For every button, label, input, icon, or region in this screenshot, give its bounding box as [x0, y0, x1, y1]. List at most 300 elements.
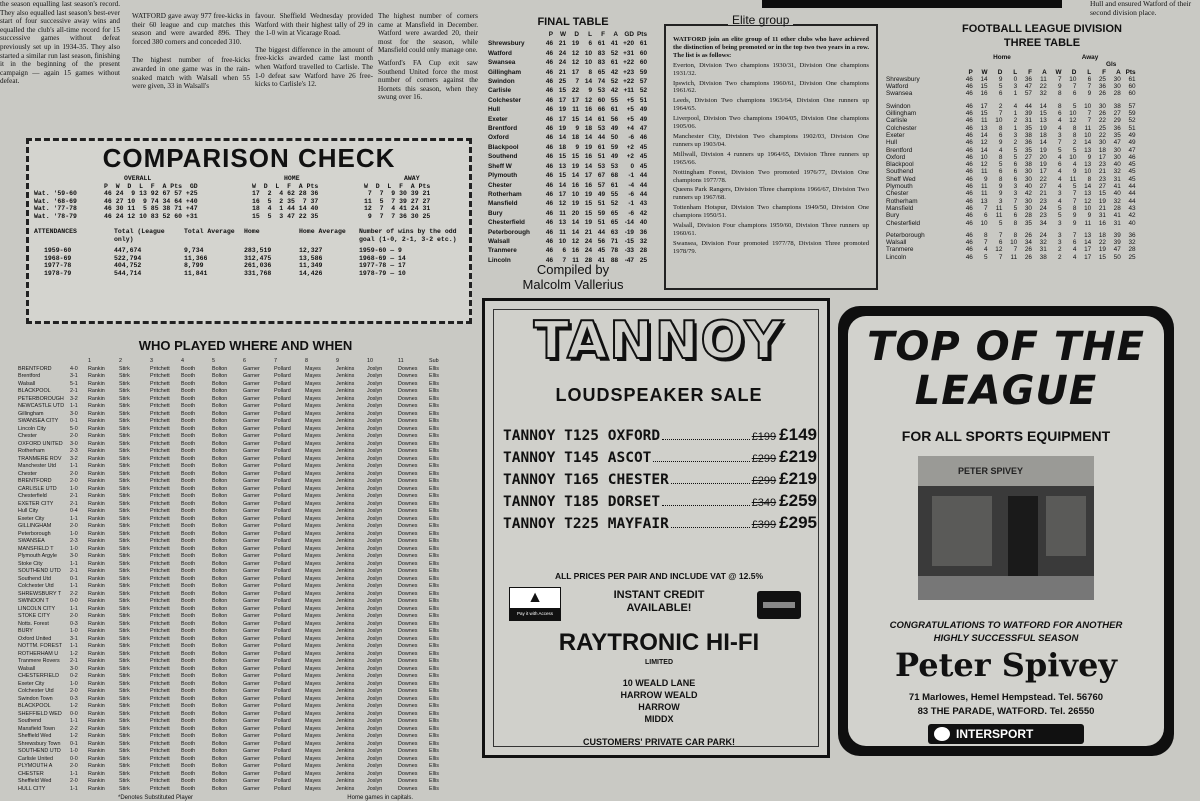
player-name: Ellis	[429, 403, 439, 409]
opponent: CARLISLE UTD	[18, 485, 57, 492]
table-cell: 24	[1039, 204, 1047, 212]
team-name: Gillingham	[886, 110, 917, 118]
team-name: Hull	[488, 106, 501, 114]
elite-entry: Nottingham Forest, Division Two promoted 1976/77, Division One champions 1977/78.	[673, 168, 869, 184]
player-name: Pritchett	[150, 388, 170, 394]
table-cell: 17	[980, 102, 988, 110]
table-cell: 22	[571, 87, 579, 95]
player-name: Booth	[181, 440, 196, 447]
score: 1-1	[70, 515, 78, 522]
att-average: 11,366	[184, 254, 208, 262]
table-cell: 35	[1024, 146, 1032, 154]
player-name: Booth	[181, 650, 196, 657]
score: 2-3	[70, 448, 78, 454]
player-name: Pollard	[274, 448, 291, 454]
player-name: Garner	[243, 673, 260, 679]
elite-entry: Ipswich, Division Two champions 1960/61, Division One champions 1961/62.	[673, 79, 869, 95]
player-name: Jenkins	[336, 568, 355, 574]
player-name: Joslyn	[367, 553, 383, 559]
table-cell: 9	[1087, 153, 1092, 161]
table-cell: 31	[1113, 219, 1121, 227]
player-name: Pollard	[274, 680, 291, 687]
player-name: Stirk	[119, 568, 130, 574]
player-name: Mayes	[305, 448, 321, 454]
player-name: Jenkins	[336, 448, 355, 454]
player-name: Rankin	[88, 658, 105, 664]
att-odd-goal: 1978-79 — 10	[359, 269, 406, 277]
opponent: BURY	[18, 628, 33, 634]
opponent: Southend Utd	[18, 575, 51, 582]
player-name: Pritchett	[150, 373, 170, 379]
score: 0-1	[70, 418, 78, 424]
player-name: Ellis	[429, 748, 439, 754]
table-cell: 15	[1098, 253, 1106, 261]
raytronic-limited: LIMITED	[645, 659, 673, 666]
player-name: Joslyn	[367, 485, 383, 492]
player-name: Stirk	[119, 515, 130, 522]
table-cell: 27	[1024, 153, 1032, 161]
team-name: Mansfield	[886, 204, 914, 212]
table-row	[488, 181, 658, 190]
opponent: GILLINGHAM	[18, 523, 52, 529]
player-name: Joslyn	[367, 418, 383, 424]
leader-dots	[653, 452, 749, 462]
player-name: Pritchett	[150, 628, 170, 634]
player-name: Joslyn	[367, 440, 383, 447]
player-name: Booth	[181, 545, 196, 552]
table-cell: 14	[980, 131, 988, 139]
table-cell: 0	[1013, 75, 1018, 83]
player-name: Mayes	[305, 590, 321, 597]
column-header: P	[968, 68, 973, 76]
table-cell: 6	[998, 90, 1003, 98]
table-cell: 32	[1039, 239, 1047, 247]
table-row	[886, 161, 1198, 168]
player-name: Booth	[181, 485, 196, 492]
player-name: Pollard	[274, 493, 291, 499]
table-cell: 30	[1098, 139, 1106, 147]
player-name: Mayes	[305, 680, 321, 687]
fixture-row	[18, 381, 473, 389]
player-name: Mayes	[305, 778, 321, 784]
table-cell: 5	[998, 219, 1003, 227]
player-name: Joslyn	[367, 665, 383, 672]
table-row	[488, 115, 658, 124]
player-name: Joslyn	[367, 448, 383, 454]
table-cell: 46	[545, 125, 553, 133]
player-name: Mayes	[305, 650, 321, 657]
opponent: Colchester Utd	[18, 583, 54, 589]
table-cell: 22	[1039, 83, 1047, 91]
player-name: Jenkins	[336, 380, 355, 387]
player-name: Bolton	[212, 523, 228, 529]
player-name: Mayes	[305, 785, 321, 792]
player-name: Jenkins	[336, 433, 355, 439]
player-name: Downes	[398, 425, 418, 432]
player-name: Mayes	[305, 673, 321, 679]
table-cell: 49	[1128, 131, 1136, 139]
player-name: Jenkins	[336, 418, 355, 424]
team-name: Tranmere	[488, 247, 517, 255]
player-name: Downes	[398, 755, 418, 762]
player-name: Bolton	[212, 493, 228, 499]
table-cell: 16	[980, 90, 988, 98]
player-name: Downes	[398, 523, 418, 529]
player-name: Garner	[243, 403, 260, 409]
table-cell: 46	[545, 162, 553, 170]
player-name: Downes	[398, 560, 418, 567]
player-name: Garner	[243, 620, 260, 627]
new-price: £219	[779, 447, 817, 466]
table-cell: 2	[1013, 117, 1018, 125]
table-cell: 67	[597, 172, 605, 180]
player-name: Pritchett	[150, 590, 170, 597]
player-name: Pollard	[274, 620, 291, 627]
table-cell: 46	[545, 228, 553, 236]
table-cell: 34	[1039, 219, 1047, 227]
fixture-row	[18, 591, 473, 599]
fixture-row	[18, 531, 473, 539]
table-cell: 46	[965, 197, 973, 205]
table-row	[488, 246, 658, 255]
player-name: Bolton	[212, 710, 228, 717]
player-name: Joslyn	[367, 778, 383, 784]
table-cell: 46	[545, 256, 553, 264]
table-cell: 61	[1128, 75, 1136, 83]
table-row	[886, 220, 1198, 227]
player-name: Joslyn	[367, 770, 383, 777]
table-row	[886, 239, 1198, 246]
player-name: Garner	[243, 395, 260, 402]
table-cell: 23	[1098, 161, 1106, 169]
player-name: Ellis	[429, 733, 439, 739]
table-cell: 16	[584, 153, 592, 161]
table-cell: 43	[1128, 204, 1136, 212]
overall-header: P W D L F A Pts GD	[104, 182, 198, 190]
table-cell: 30	[1024, 204, 1032, 212]
table-row	[886, 232, 1198, 239]
attendance-row	[34, 255, 464, 263]
score: 2-1	[70, 388, 78, 394]
table-cell: 41	[597, 256, 605, 264]
player-name: Pollard	[274, 373, 291, 379]
player-name: Ellis	[429, 620, 439, 627]
player-name: Rankin	[88, 725, 105, 732]
player-name: Booth	[181, 598, 196, 604]
player-name: Downes	[398, 710, 418, 717]
player-name: Stirk	[119, 620, 130, 627]
team-name: Swindon	[488, 78, 515, 86]
fixture-row	[18, 628, 473, 636]
player-name: Garner	[243, 440, 260, 447]
player-name: Bolton	[212, 733, 228, 739]
player-name: Pollard	[274, 485, 291, 492]
opponent: SWINDON T	[18, 598, 49, 604]
player-name: Rankin	[88, 478, 105, 484]
player-name: Bolton	[212, 470, 228, 477]
table-row	[488, 152, 658, 161]
player-name: Stirk	[119, 403, 130, 409]
table-cell: 8	[1072, 204, 1077, 212]
player-name: Rankin	[88, 635, 105, 642]
table-cell: 7	[998, 110, 1003, 118]
column-header: 2	[119, 358, 122, 364]
team-name: Peterborough	[488, 228, 530, 236]
table-cell: 4	[1013, 102, 1018, 110]
player-name: Stirk	[119, 665, 130, 672]
table-cell: 19	[1039, 124, 1047, 132]
player-name: Stirk	[119, 605, 130, 612]
raytronic-address	[485, 677, 833, 725]
table-cell: 6	[1087, 75, 1092, 83]
player-name: Joslyn	[367, 680, 383, 687]
player-name: Jenkins	[336, 733, 355, 739]
player-name: Mayes	[305, 733, 321, 739]
table-cell: 11	[980, 168, 988, 176]
table-cell: 10	[1069, 75, 1077, 83]
table-cell: 30	[1098, 102, 1106, 110]
score: 1-2	[70, 733, 78, 739]
table-cell: 9	[1072, 168, 1077, 176]
table-cell: 61	[610, 181, 618, 189]
att-odd-goal: 1959-60 — 9	[359, 247, 402, 254]
table-cell: 12	[980, 161, 988, 169]
player-name: Jenkins	[336, 470, 355, 477]
price-row	[503, 513, 817, 535]
table-cell: 19	[584, 190, 592, 198]
car-park-note: CUSTOMERS' PRIVATE CAR PARK!	[583, 737, 735, 747]
table-cell: 45	[639, 143, 647, 151]
player-name: Rankin	[88, 785, 105, 792]
table-cell: +2	[626, 153, 634, 161]
table-cell: 60	[1128, 90, 1136, 98]
table-cell: 46	[545, 247, 553, 255]
table-cell: 59	[597, 209, 605, 217]
opponent: Walsall	[18, 380, 36, 387]
fixture-row	[18, 636, 473, 644]
table-cell: 19	[558, 106, 566, 114]
table-cell: 46	[965, 124, 973, 132]
player-name: Bolton	[212, 463, 228, 469]
player-name: Downes	[398, 530, 418, 537]
player-name: Garner	[243, 500, 260, 507]
score: 2-0	[70, 778, 78, 784]
vat-note: ALL PRICES PER PAIR AND INCLUDE VAT @ 12.5%	[554, 571, 764, 581]
player-name: Rankin	[88, 493, 105, 499]
fixture-row	[18, 501, 473, 509]
player-name: Garner	[243, 463, 260, 469]
table-cell: 10	[1084, 168, 1092, 176]
fixture-row	[18, 606, 473, 614]
player-name: Bolton	[212, 680, 228, 687]
score: 1-0	[70, 628, 78, 634]
table-cell: 44	[597, 134, 605, 142]
player-name: Ellis	[429, 538, 439, 544]
player-name: Booth	[181, 695, 196, 702]
player-name: Pollard	[274, 538, 291, 544]
team-name: Blackpool	[488, 143, 519, 151]
player-name: Ellis	[429, 740, 439, 747]
table-cell: 7	[1072, 83, 1077, 91]
table-cell: 8	[1072, 124, 1077, 132]
player-name: Pollard	[274, 763, 291, 769]
table-cell: 30	[1024, 175, 1032, 183]
table-cell: 14	[1084, 139, 1092, 147]
player-name: Mayes	[305, 515, 321, 522]
player-name: Ellis	[429, 463, 439, 469]
table-cell: 9	[998, 190, 1003, 198]
table-cell: 40	[1113, 161, 1121, 169]
table-cell: +22	[623, 59, 634, 67]
opponent: Sheffield Wed	[18, 778, 52, 784]
player-name: Pritchett	[150, 463, 170, 469]
score: 1-0	[70, 748, 78, 754]
team-name: Gillingham	[488, 68, 522, 76]
player-name: Bolton	[212, 388, 228, 394]
player-name: Stirk	[119, 575, 130, 582]
att-home-average: 13,586	[299, 254, 323, 262]
att-average: 8,799	[184, 262, 204, 269]
player-name: Booth	[181, 500, 196, 507]
fixture-row	[18, 786, 473, 794]
table-cell: 26	[1024, 253, 1032, 261]
score: 0-1	[70, 740, 78, 747]
player-name: Bolton	[212, 613, 228, 619]
address-line: MIDDX	[644, 714, 674, 724]
att-total: 544,714	[114, 269, 142, 277]
table-cell: 42	[639, 209, 647, 217]
player-name: Booth	[181, 448, 196, 454]
player-name: Bolton	[212, 440, 228, 447]
player-name: Rankin	[88, 770, 105, 777]
table-cell: 19	[1039, 146, 1047, 154]
column-header: D	[997, 68, 1003, 76]
player-name: Downes	[398, 388, 418, 394]
fixture-row	[18, 658, 473, 666]
table-cell: 18	[1039, 131, 1047, 139]
player-name: Jenkins	[336, 725, 355, 732]
table-cell: -14	[624, 219, 634, 227]
table-cell: 16	[584, 181, 592, 189]
overall-label: OVERALL	[124, 175, 152, 182]
old-price: £399	[751, 519, 777, 531]
player-name: Downes	[398, 568, 418, 574]
player-name: Pritchett	[150, 560, 170, 567]
player-name: Ellis	[429, 665, 439, 672]
table-cell: 35	[1024, 124, 1032, 132]
player-name: Ellis	[429, 605, 439, 612]
player-name: Garner	[243, 643, 260, 649]
table-cell: 25	[1098, 75, 1106, 83]
player-name: Downes	[398, 770, 418, 777]
score: 1-0	[70, 680, 78, 687]
player-name: Mayes	[305, 403, 321, 409]
player-name: Rankin	[88, 410, 105, 417]
table-cell: 15	[584, 209, 592, 217]
player-name: Pritchett	[150, 740, 170, 747]
article-left-column	[0, 0, 120, 118]
table-cell: 46	[545, 209, 553, 217]
player-name: Downes	[398, 680, 418, 687]
player-name: Booth	[181, 388, 196, 394]
fixture-row	[18, 583, 473, 591]
score: 0-3	[70, 695, 78, 702]
opponent: PETERBOROUGH	[18, 395, 64, 402]
table-cell: 5	[1013, 146, 1018, 154]
score: 3-0	[70, 553, 78, 559]
away-label: AWAY	[404, 175, 420, 182]
player-name: Bolton	[212, 620, 228, 627]
elite-entry: Manchester City, Division Two champions 1902/03, Division One runners up 1903/04.	[673, 132, 869, 148]
opponent: Colchester Utd	[18, 688, 54, 694]
player-name: Downes	[398, 695, 418, 702]
table-cell: 18	[558, 143, 566, 151]
table-cell: 10	[1069, 110, 1077, 118]
table-cell: 22	[1039, 175, 1047, 183]
player-name: Ellis	[429, 500, 439, 507]
fixture-row	[18, 546, 473, 554]
opponent: TRANMERE ROV	[18, 455, 62, 462]
elite-entry: Tottenham Hotspur, Division Two champions 1949/50, Division One champions 1950/51.	[673, 204, 869, 220]
player-name: Mayes	[305, 748, 321, 754]
intersport-emblem-icon	[934, 727, 950, 741]
player-name: Ellis	[429, 470, 439, 477]
table-cell: 46	[545, 59, 553, 67]
table-cell: 14	[584, 134, 592, 142]
player-name: Pritchett	[150, 605, 170, 612]
column-header: Sub	[429, 358, 439, 364]
player-name: Booth	[181, 470, 196, 477]
comparison-row	[34, 198, 464, 206]
table-cell: 4	[984, 246, 988, 254]
player-name: Bolton	[212, 485, 228, 492]
table-cell: -6	[628, 190, 634, 198]
player-name: Stirk	[119, 500, 130, 507]
team-name: Sheff W	[488, 162, 512, 170]
top-right-text: Hull and ensured Watford of their second division place.	[1090, 0, 1192, 17]
player-name: Downes	[398, 605, 418, 612]
player-name: Garner	[243, 568, 260, 574]
table-cell: 60	[639, 49, 647, 57]
comparison-row	[34, 190, 464, 198]
player-name: Pritchett	[150, 538, 170, 544]
player-name: Downes	[398, 455, 418, 462]
table-cell: 9	[1087, 90, 1092, 98]
player-name: Bolton	[212, 598, 228, 604]
player-name: Stirk	[119, 718, 130, 724]
table-row	[488, 49, 658, 58]
article-column-2	[132, 12, 250, 95]
player-name: Ellis	[429, 440, 439, 447]
team-name: Oxford	[886, 153, 906, 161]
player-name: Mayes	[305, 658, 321, 664]
overall-stats: 46 24 9 13 92 67 57 +25	[104, 190, 198, 197]
player-name: Jenkins	[336, 748, 355, 754]
player-name: Joslyn	[367, 583, 383, 589]
player-name: Rankin	[88, 695, 105, 702]
table-cell: 23	[1039, 212, 1047, 220]
player-name: Rankin	[88, 778, 105, 784]
score: 2-1	[70, 500, 78, 507]
table-cell: 27	[1113, 110, 1121, 118]
player-name: Joslyn	[367, 365, 383, 372]
table-cell: 46	[965, 246, 973, 254]
table-cell: 46	[545, 68, 553, 76]
table-cell: 5	[984, 253, 988, 261]
fixture-row	[18, 366, 473, 374]
player-name: Joslyn	[367, 740, 383, 747]
team-name: Plymouth	[488, 172, 518, 180]
